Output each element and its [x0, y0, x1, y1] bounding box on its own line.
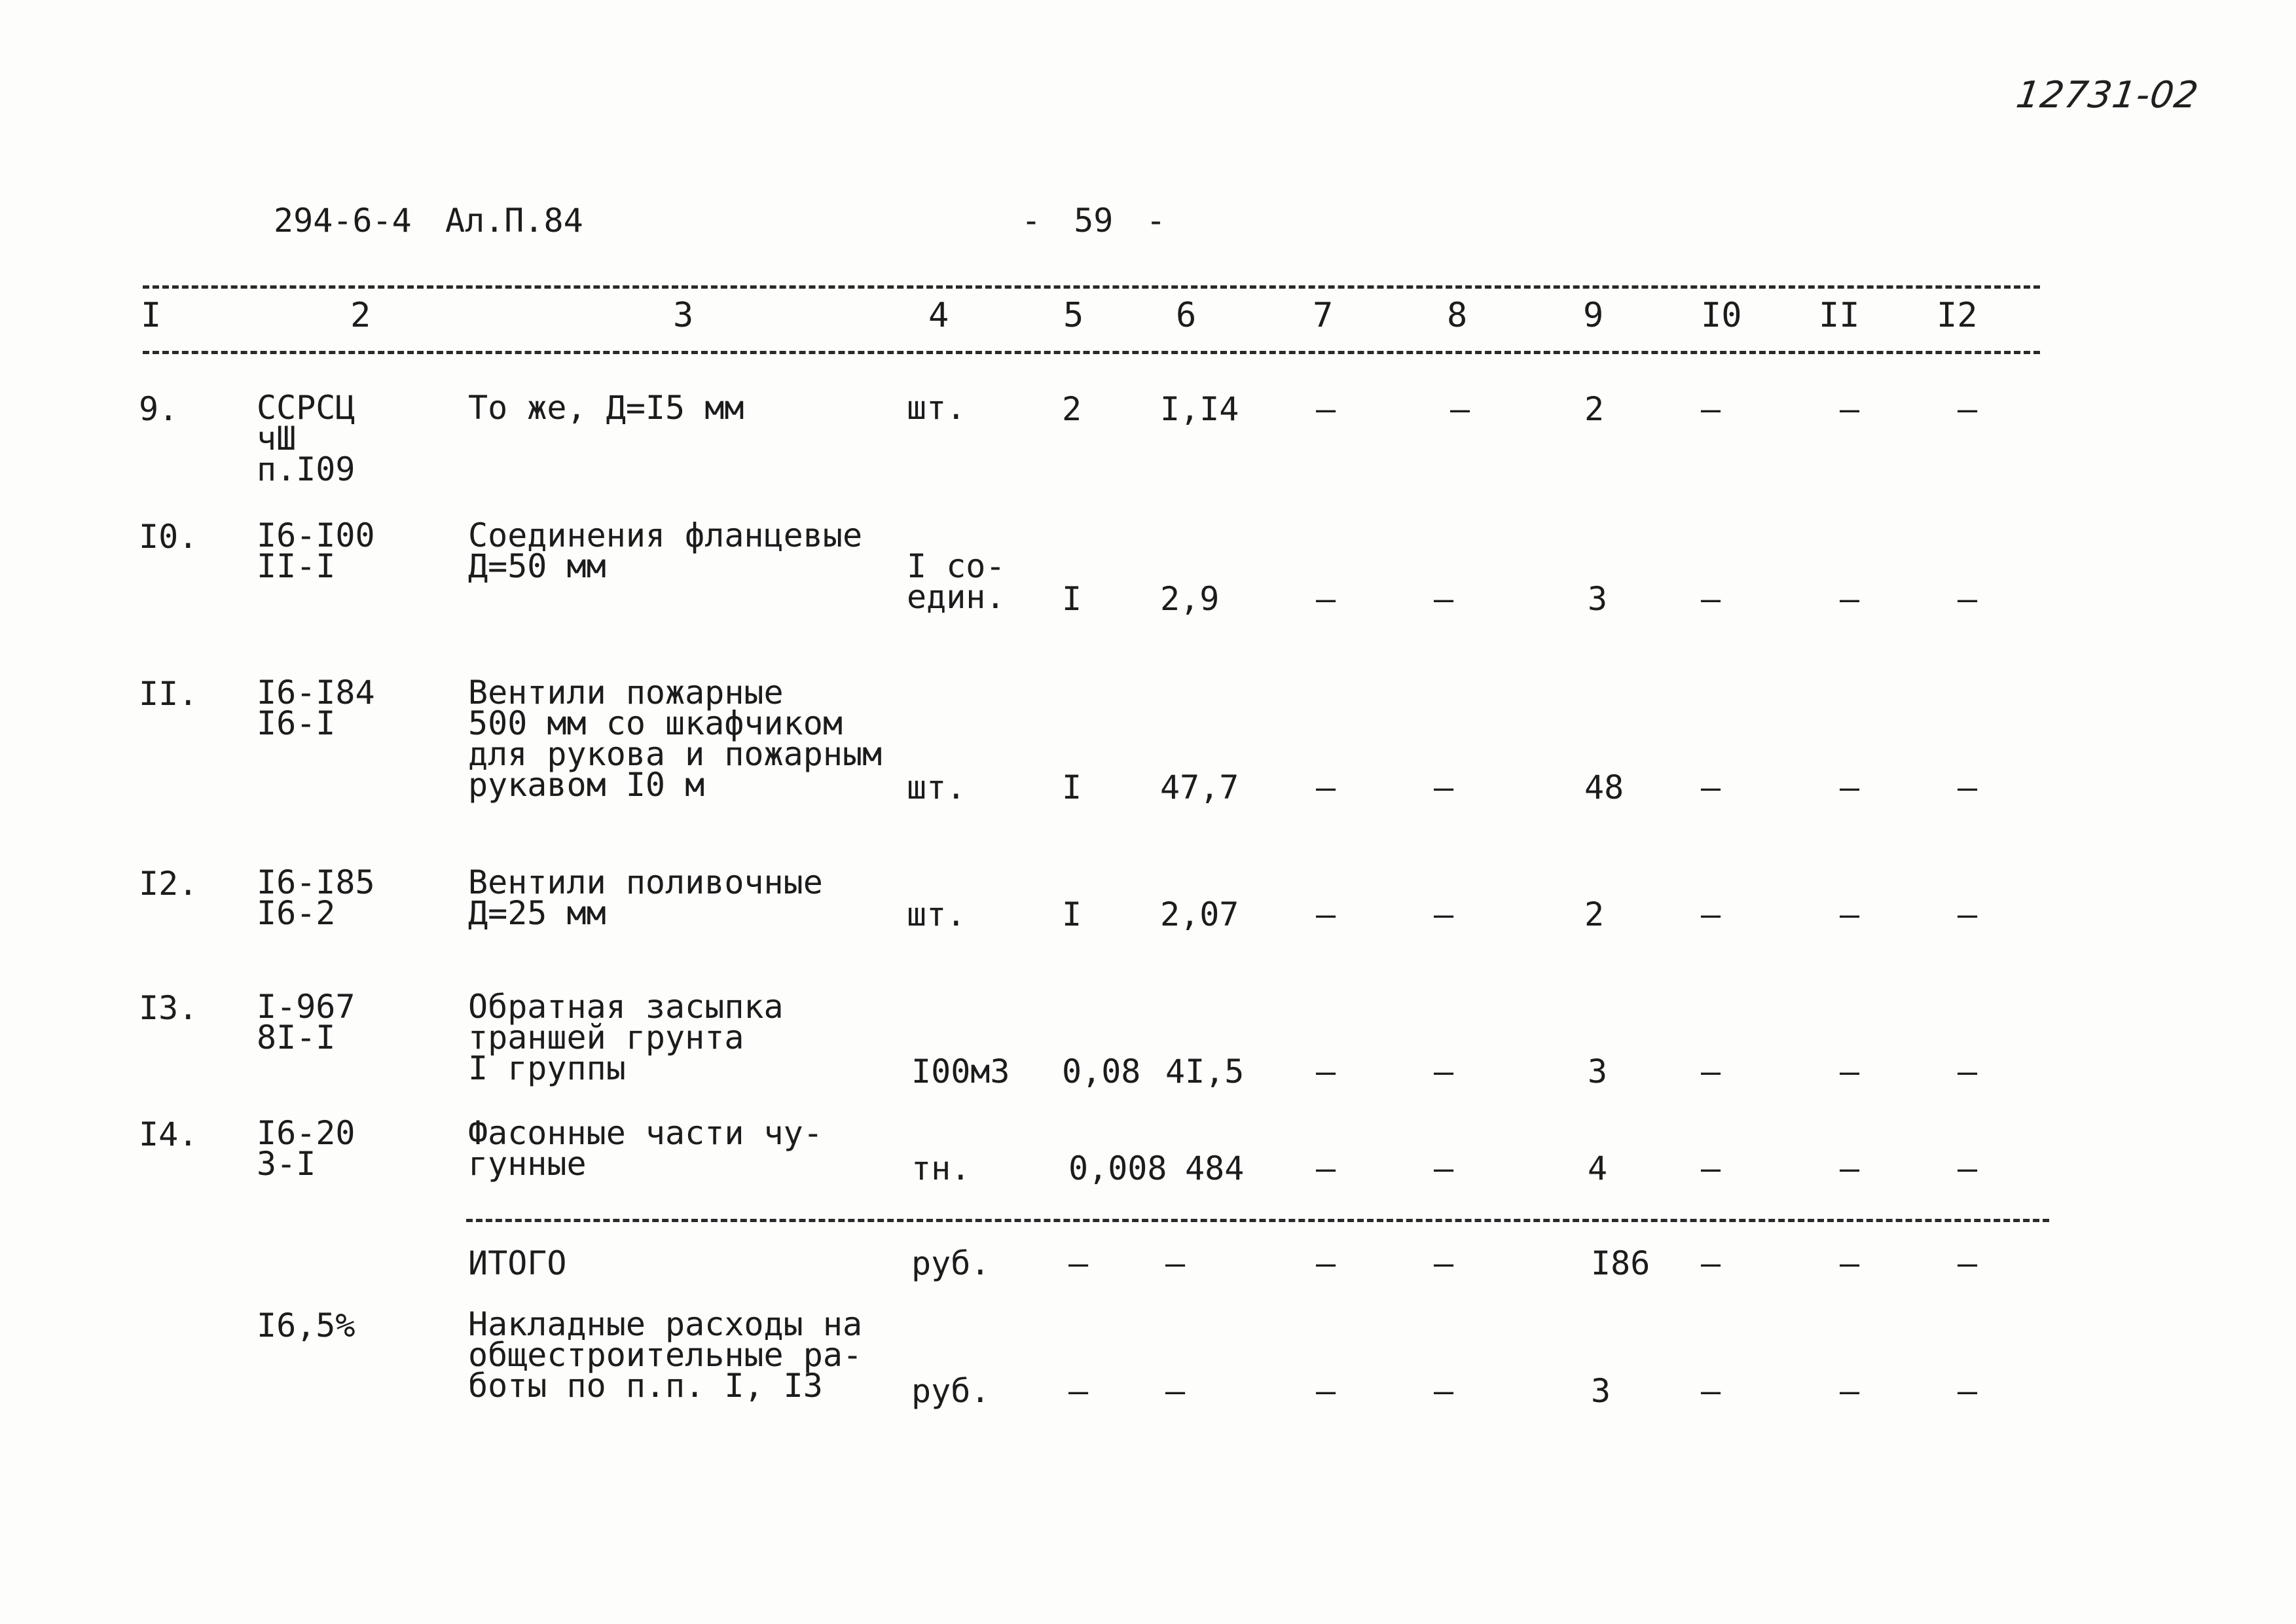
column-header: 9	[1583, 296, 1604, 335]
overhead-col9: 3	[1591, 1372, 1611, 1410]
row-col12: –	[1958, 895, 1978, 933]
overhead-col11: –	[1840, 1372, 1860, 1410]
row-col7: –	[1316, 768, 1336, 806]
row-col12: –	[1958, 580, 1978, 618]
total-col9: I86	[1591, 1244, 1650, 1282]
total-col7: –	[1316, 1244, 1336, 1282]
column-header: 3	[673, 296, 694, 335]
handwritten-doc-number: 12731-02	[2013, 74, 2202, 117]
header-code: 294-6-4	[274, 202, 412, 240]
row-price: 2,9	[1160, 580, 1220, 618]
column-header: I	[141, 296, 162, 335]
row-col8: –	[1434, 768, 1454, 806]
row-col9: 4	[1588, 1149, 1608, 1187]
row-name: Обратная засыпка траншей грунта I группы	[468, 988, 784, 1087]
row-col11: –	[1840, 580, 1860, 618]
overhead-quantity: –	[1068, 1372, 1089, 1410]
row-col10: –	[1701, 390, 1721, 428]
row-name: Вентили поливочные Д=25 мм	[468, 863, 823, 932]
row-number: I0.	[139, 518, 198, 556]
row-price: 2,07	[1160, 895, 1239, 933]
overhead-name: Накладные расходы на общестроительные ра- боты по п.п. I, I3	[468, 1305, 863, 1405]
row-col12: –	[1958, 1053, 1978, 1091]
total-unit: руб.	[911, 1244, 991, 1282]
row-quantity: 2	[1062, 390, 1082, 428]
row-number: I4.	[139, 1115, 198, 1153]
row-name: Вентили пожарные 500 мм со шкафчиком для рукова и пожарным рукавом I0 м	[468, 674, 883, 804]
row-unit: I00м3	[911, 1053, 1010, 1091]
row-unit: шт.	[907, 768, 966, 806]
row-col12: –	[1958, 768, 1978, 806]
row-quantity: I	[1062, 895, 1082, 933]
row-code: I6-I84 I6-I	[257, 674, 375, 742]
row-unit: I со- един.	[907, 547, 1006, 616]
overhead-rate: I6,5%	[257, 1307, 355, 1344]
row-price: 484	[1185, 1149, 1245, 1187]
row-col8: –	[1434, 1149, 1454, 1187]
row-code: I6-I00 II-I	[257, 516, 375, 585]
row-col7: –	[1316, 1053, 1336, 1091]
total-label: ИТОГО	[468, 1244, 567, 1282]
row-col9: 48	[1584, 768, 1624, 806]
total-col8: –	[1434, 1244, 1454, 1282]
row-col11: –	[1840, 895, 1860, 933]
row-quantity: 0,008	[1068, 1149, 1167, 1187]
row-col10: –	[1701, 768, 1721, 806]
row-col10: –	[1701, 1053, 1721, 1091]
row-col7: –	[1316, 580, 1336, 618]
row-col7: –	[1316, 1149, 1336, 1187]
column-header: 7	[1313, 296, 1334, 335]
row-name: Соединения фланцевые Д=50 мм	[468, 516, 863, 585]
row-col11: –	[1840, 1053, 1860, 1091]
column-header: II	[1819, 296, 1860, 335]
row-number: I3.	[139, 989, 198, 1027]
row-col12: –	[1958, 390, 1978, 428]
row-price: 47,7	[1160, 768, 1239, 806]
overhead-col12: –	[1958, 1372, 1978, 1410]
page-number: - 59 -	[1021, 202, 1166, 240]
row-col9: 3	[1588, 1053, 1608, 1091]
row-code: I-967 8I-I	[257, 988, 355, 1056]
row-unit: шт.	[907, 895, 966, 933]
row-col11: –	[1840, 1149, 1860, 1187]
row-quantity: 0,08	[1062, 1053, 1141, 1091]
overhead-col7: –	[1316, 1372, 1336, 1410]
row-col7: –	[1316, 895, 1336, 933]
total-price: –	[1165, 1244, 1186, 1282]
column-header: I2	[1937, 296, 1978, 335]
column-header: 5	[1063, 296, 1084, 335]
overhead-price: –	[1165, 1372, 1186, 1410]
overhead-col10: –	[1701, 1372, 1721, 1410]
row-number: II.	[139, 675, 198, 713]
total-rule	[466, 1219, 2049, 1222]
row-col12: –	[1958, 1149, 1978, 1187]
total-col12: –	[1958, 1244, 1978, 1282]
overhead-unit: руб.	[911, 1372, 991, 1410]
row-col10: –	[1701, 895, 1721, 933]
row-col8: –	[1434, 895, 1454, 933]
row-price: 4I,5	[1165, 1053, 1245, 1091]
header-bottom-rule	[143, 351, 2040, 354]
row-col10: –	[1701, 1149, 1721, 1187]
row-col9: 3	[1588, 580, 1608, 618]
total-col10: –	[1701, 1244, 1721, 1282]
row-number: 9.	[139, 390, 179, 428]
row-col9: 2	[1584, 390, 1605, 428]
row-col9: 2	[1584, 895, 1605, 933]
total-col11: –	[1840, 1244, 1860, 1282]
row-price: I,I4	[1160, 390, 1239, 428]
column-header: 4	[928, 296, 949, 335]
row-number: I2.	[139, 865, 198, 903]
row-col11: –	[1840, 768, 1860, 806]
row-col8: –	[1450, 390, 1470, 428]
row-name: То же, Д=I5 мм	[468, 389, 744, 427]
row-col8: –	[1434, 1053, 1454, 1091]
row-col10: –	[1701, 580, 1721, 618]
header-album: Ал.П.84	[445, 202, 583, 240]
column-header: 6	[1176, 296, 1197, 335]
row-quantity: I	[1062, 580, 1082, 618]
row-quantity: I	[1062, 768, 1082, 806]
total-quantity: –	[1068, 1244, 1089, 1282]
column-header: 2	[350, 296, 371, 335]
column-header: 8	[1447, 296, 1468, 335]
row-unit: шт.	[907, 389, 966, 427]
row-unit: тн.	[911, 1149, 971, 1187]
table-top-rule	[143, 285, 2040, 289]
column-header: I0	[1701, 296, 1742, 335]
overhead-col8: –	[1434, 1372, 1454, 1410]
row-col8: –	[1434, 580, 1454, 618]
row-code: I6-20 3-I	[257, 1114, 355, 1183]
row-col11: –	[1840, 390, 1860, 428]
row-name: Фасонные части чу- гунные	[468, 1114, 823, 1183]
row-code: I6-I85 I6-2	[257, 863, 375, 932]
row-col7: –	[1316, 390, 1336, 428]
row-code: ССРСЦ чШ п.I09	[257, 389, 355, 488]
